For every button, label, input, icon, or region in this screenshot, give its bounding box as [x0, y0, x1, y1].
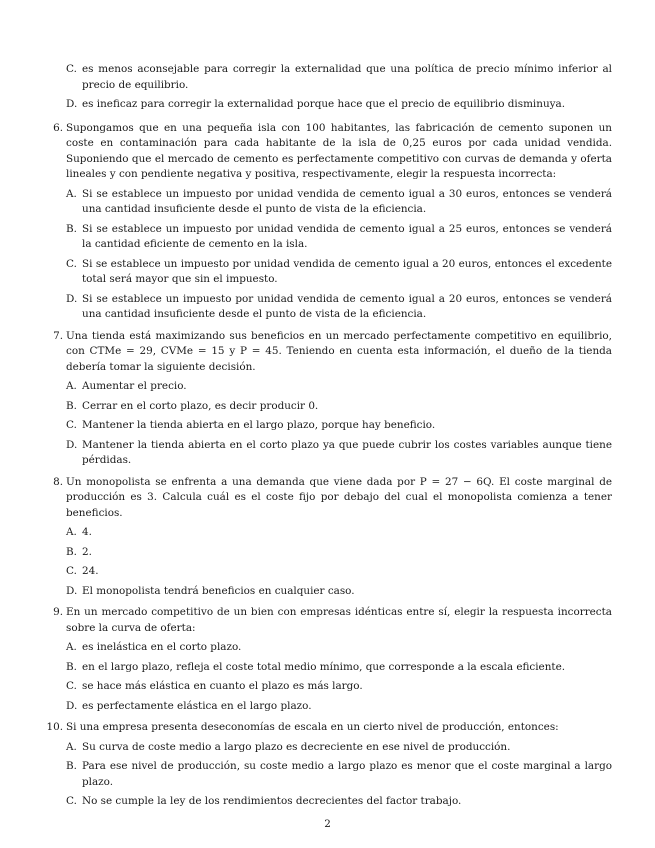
option-letter: A. — [66, 187, 77, 200]
question-number: 7. — [53, 329, 63, 342]
question-text: Si una empresa presenta deseconomías de escala en un cierto nivel de producción, entonces: — [66, 721, 559, 733]
option-text: Si se establece un impuesto por unidad vendida de cemento igual a 20 euros, entonces el excedente total será mayor que sin el impuesto. — [82, 257, 612, 285]
lead-options — [48, 62, 612, 113]
option-text: es ineficaz para corregir la externalidad porque hace que el precio de equilibrio disminuya. — [82, 98, 566, 110]
option-text: es menos aconsejable para corregir la externalidad que una política de precio mínimo inferior al precio de equilibrio. — [82, 63, 612, 91]
option-text: es inelástica en el corto plazo. — [82, 641, 242, 653]
option-text: Cerrar en el corto plazo, es decir producir 0. — [82, 399, 319, 412]
option-text: se hace más elástica en cuanto el plazo es más largo. — [82, 680, 363, 692]
option-text: es perfectamente elástica en el largo plazo. — [82, 699, 312, 712]
option-letter: D. — [66, 292, 78, 305]
page-content — [48, 62, 612, 816]
question-options — [66, 740, 612, 810]
option-letter: D. — [66, 98, 78, 110]
option-b — [66, 545, 612, 561]
option-a — [66, 187, 612, 218]
option-text: 4. — [82, 526, 92, 538]
question-6 — [48, 121, 612, 323]
option-c — [66, 564, 612, 580]
option-letter: C. — [66, 680, 77, 692]
option-text: Si se establece un impuesto por unidad vendida de cemento igual a 30 euros, entonces se venderá una cantidad insuficiente desde el punto de vista de la eficiencia. — [82, 187, 612, 215]
question-text: Una tienda está maximizando sus beneficios en un mercado perfectamente competitivo en equilibrio, con CTMe = 29, CVMe = 15 y P = 45. Teniendo en cuenta esta información, el dueño de la tienda debería tomar la siguiente decisión. — [66, 329, 612, 373]
option-a — [66, 379, 612, 395]
option-letter: C. — [66, 565, 77, 577]
option-letter: D. — [66, 584, 78, 597]
option-letter: B. — [66, 760, 77, 772]
option-letter: B. — [66, 545, 77, 558]
option-a — [66, 525, 612, 541]
option-b — [66, 759, 612, 790]
option-text: 24. — [82, 565, 99, 577]
option-letter: C. — [66, 419, 77, 431]
option-b — [66, 660, 612, 676]
option-text: El monopolista tendrá beneficios en cualquier caso. — [82, 584, 355, 597]
option-letter: B. — [66, 222, 77, 235]
option-d — [66, 699, 612, 715]
option-d — [66, 438, 612, 469]
option-text: Si se establece un impuesto por unidad vendida de cemento igual a 20 euros, entonces se venderá una cantidad insuficiente desde el punto de vista de la eficiencia. — [82, 292, 612, 320]
question-8 — [48, 475, 612, 600]
option-d — [66, 292, 612, 323]
question-number: 10. — [46, 721, 63, 733]
option-text: Aumentar el precio. — [82, 380, 187, 392]
option-c — [66, 257, 612, 288]
option-a — [66, 740, 612, 756]
option-letter: B. — [66, 660, 77, 673]
option-b — [66, 222, 612, 253]
question-options — [66, 379, 612, 469]
question-10 — [48, 720, 612, 810]
question-text: Un monopolista se enfrenta a una demanda que viene dada por P = 27 − 6Q. El coste marginal de producción es 3. Calcula cuál es el coste fijo por debajo del cual el monopolista comienza a tener beneficios. — [66, 475, 612, 519]
question-options — [66, 525, 612, 599]
option-d — [66, 584, 612, 600]
option-text: en el largo plazo, refleja el coste total medio mínimo, que corresponde a la escala eficiente. — [82, 660, 566, 673]
option-a — [66, 640, 612, 656]
question-text: En un mercado competitivo de un bien con empresas idénticas entre sí, elegir la respuesta incorrecta sobre la curva de oferta: — [66, 606, 612, 634]
lead-option-d — [66, 97, 612, 113]
question-options — [66, 187, 612, 323]
option-letter: B. — [66, 399, 77, 412]
question-number: 6. — [53, 121, 63, 134]
option-c — [66, 794, 612, 810]
option-letter: D. — [66, 438, 78, 451]
option-text: Mantener la tienda abierta en el corto plazo ya que puede cubrir los costes variables aunque tiene pérdidas. — [82, 438, 612, 466]
option-text: Su curva de coste medio a largo plazo es decreciente en ese nivel de producción. — [82, 740, 511, 753]
question-text: Supongamos que en una pequeña isla con 100 habitantes, las fabricación de cemento suponen un coste en contaminación para cada habitante de la isla de 0,25 euros por cada unidad vendida. Suponiendo que el mercado de cemento es perfectamente competitivo con curvas de demanda y oferta lineales y con pendiente negativa y positiva, respectivamente, elegir la respuesta incorrecta: — [66, 121, 612, 180]
option-letter: C. — [66, 795, 77, 807]
option-letter: D. — [66, 699, 78, 712]
question-9 — [48, 605, 612, 714]
question-7 — [48, 329, 612, 469]
option-text: Para ese nivel de producción, su coste medio a largo plazo es menor que el coste marginal a largo plazo. — [82, 760, 612, 788]
option-b — [66, 399, 612, 415]
option-letter: C. — [66, 63, 77, 75]
question-number: 8. — [53, 475, 63, 488]
option-letter: A. — [66, 641, 77, 653]
lead-option-c — [66, 62, 612, 93]
option-letter: A. — [66, 380, 77, 392]
option-letter: C. — [66, 257, 77, 270]
option-text: Si se establece un impuesto por unidad vendida de cemento igual a 25 euros, entonces se venderá la cantidad eficiente de cemento en la isla. — [82, 222, 612, 250]
option-text: No se cumple la ley de los rendimientos decrecientes del factor trabajo. — [82, 795, 462, 807]
page-number: 2 — [324, 818, 331, 830]
option-letter: A. — [66, 740, 77, 753]
option-letter: A. — [66, 526, 77, 538]
option-text: Mantener la tienda abierta en el largo plazo, porque hay beneficio. — [82, 419, 436, 431]
question-number: 9. — [53, 606, 63, 618]
question-options — [66, 640, 612, 714]
option-c — [66, 679, 612, 695]
option-c — [66, 418, 612, 434]
option-text: 2. — [82, 545, 92, 558]
